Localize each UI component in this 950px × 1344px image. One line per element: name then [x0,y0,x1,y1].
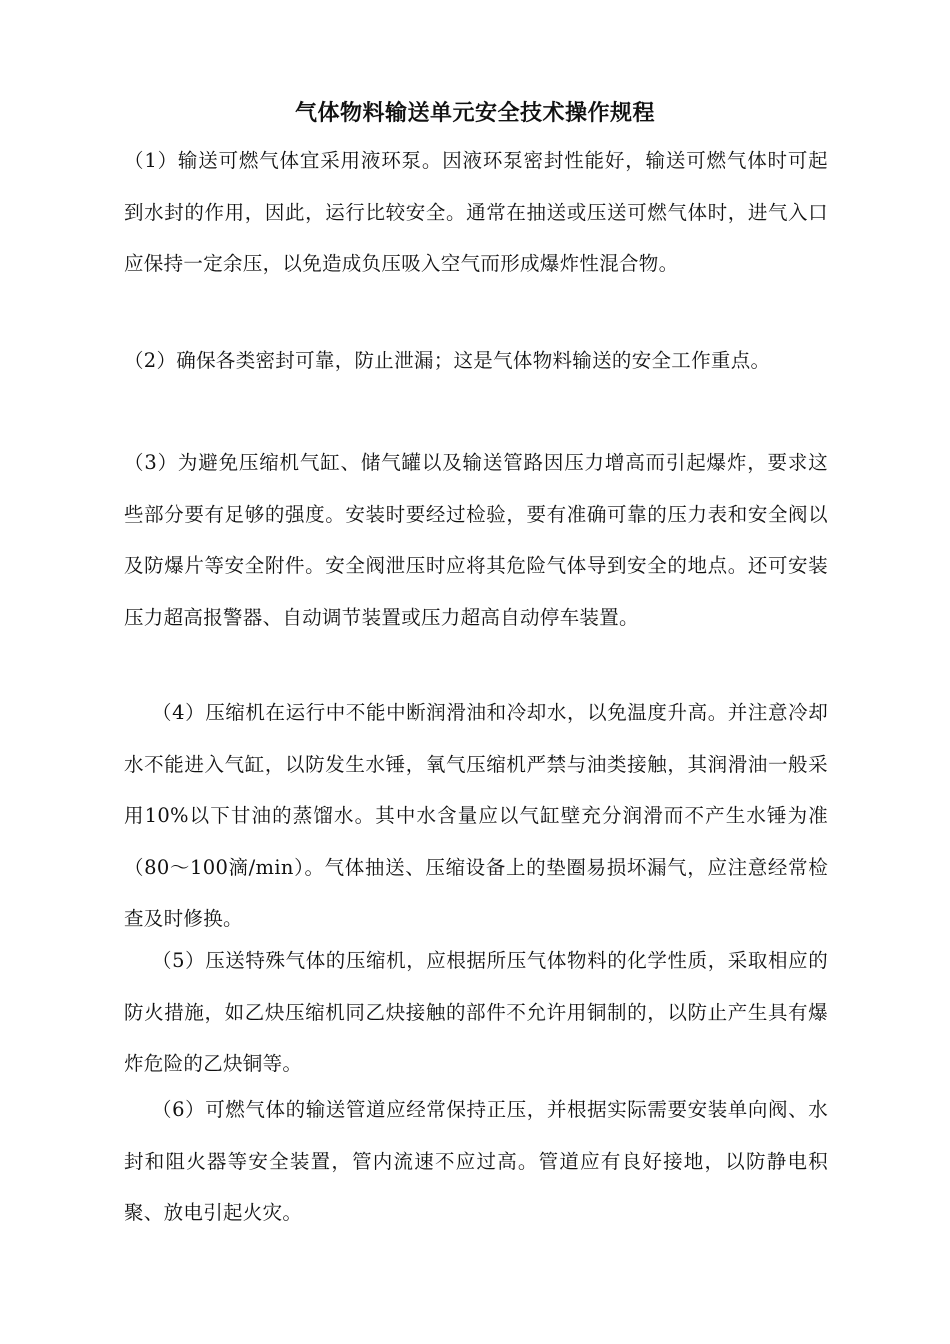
paragraph-1: （1）输送可燃气体宜采用液环泵。因液环泵密封性能好，输送可燃气体时可起到水封的作用，因此，运行比较安全。通常在抽送或压送可燃气体时，进气入口应保持一定余压，以免造成负压吸入空气而形成爆炸性混合物。 [124,149,828,275]
document-title: 气体物料输送单元安全技术操作规程 [294,101,655,126]
paragraph-6: （6）可燃气体的输送管道应经常保持正压，并根据实际需要安装单向阀、水封和阻火器等安全装置，管内流速不应过高。管道应有良好接地，以防静电积聚、放电引起火灾。 [124,1098,828,1224]
paragraph-5: （5）压送特殊气体的压缩机，应根据所压气体物料的化学性质，采取相应的防火措施，如乙炔压缩机同乙炔接触的部件不允许用铜制的，以防止产生具有爆炸危险的乙炔铜等。 [124,949,828,1075]
paragraph-2: （2）确保各类密封可靠，防止泄漏；这是气体物料输送的安全工作重点。 [124,349,771,372]
paragraph-3: （3）为避免压缩机气缸、储气罐以及输送管路因压力增高而引起爆炸，要求这些部分要有足够的强度。安装时要经过检验，要有准确可靠的压力表和安全阀以及防爆片等安全附件。安全阀泄压时应将其危险气体导到安全的地点。还可安装压力超高报警器、自动调节装置或压力超高自动停车装置。 [124,451,828,629]
paragraph-4: （4）压缩机在运行中不能中断润滑油和冷却水，以免温度升高。并注意冷却水不能进入气缸，以防发生水锤，氧气压缩机严禁与油类接触，其润滑油一般采用10%以下甘油的蒸馏水。其中水含量应以气缸壁充分润滑而不产生水锤为准（80～100滴/min）。气体抽送、压缩设备上的垫圈易损坏漏气，应注意经常检查及时修换。 [124,701,828,930]
